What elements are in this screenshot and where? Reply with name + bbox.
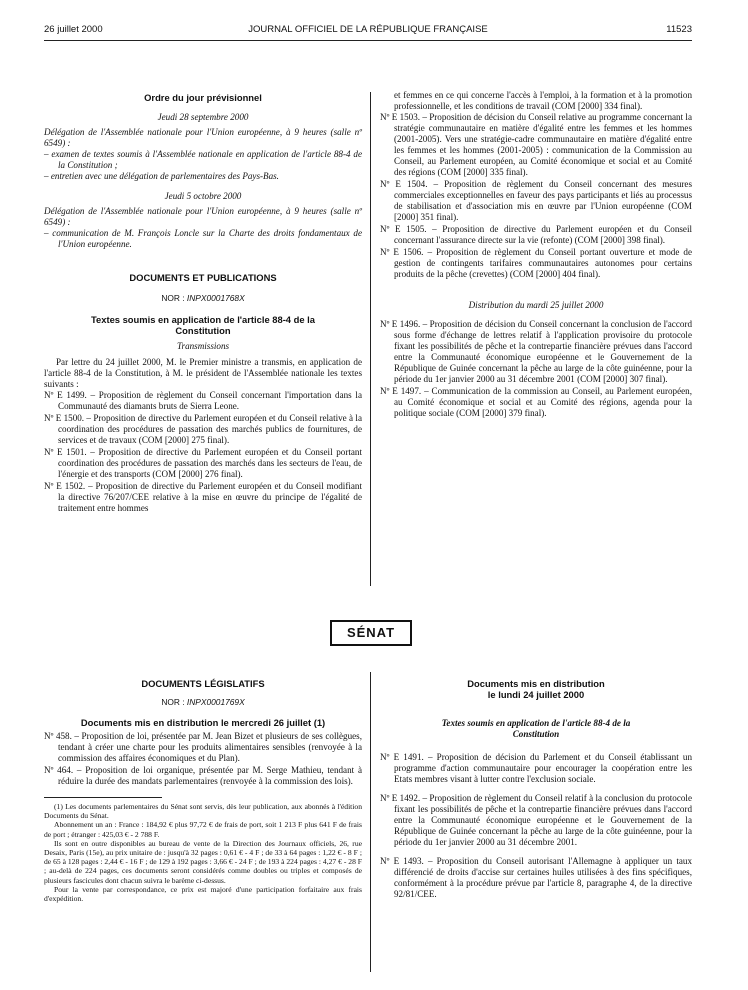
subsection-subtitle: Textes soumis en application de l'article 88-4 de la Constitution [441, 718, 631, 739]
document-entry: Nº E 1496. – Proposition de décision du Conseil concernant la conclusion de l'accord sous forme d'échange de lettres relatif à l'application provisoire du protocole fixant les possibilités de pêche et la contrepartie financière prévues dans l'accord entre la Communauté économique européenne et le Gouvernement de la République de Guinée concernant la pêche au large de la côte guinéenne, pour la période du 1er janvier 2000 au 31 décembre 2001 (COM [2000] 307 final). [380, 319, 692, 384]
section-title: DOCUMENTS ET PUBLICATIONS [129, 272, 277, 283]
document-entry: Nº 458. – Proposition de loi, présentée par M. Jean Bizet et plusieurs de ses collègues, tendant à créer une charte pour les produits alimentaires sensibles (renvoyée à la commission des affaires économiques et du Plan). [44, 731, 362, 763]
subsection-subtitle: Transmissions [176, 341, 230, 351]
document-entry: Nº E 1502. – Proposition de directive du Parlement européen et du Conseil modifiant la directive 76/207/CEE relative à la mise en œuvre du principe de l'égalité de traitement entre hommes [44, 481, 362, 513]
document-entry: Nº E 1500. – Proposition de directive du Parlement européen et du Conseil relative à la coordination des procédures de passation des marchés publics de fournitures, de services et de travaux (COM [2000] 275 final). [44, 413, 362, 445]
entry-continuation: et femmes en ce qui concerne l'accès à l'emploi, à la formation et à la promotion professionnelle, et les conditions de travail (COM [2000] 334 final). [394, 90, 692, 111]
document-entry: Nº 464. – Proposition de loi organique, présentée par M. Serge Mathieu, tendant à réduire la durée des mandats parlementaires (renvoyée à la commission des lois). [44, 765, 362, 786]
nor-label: NOR : [161, 697, 185, 707]
intro-paragraph: Par lettre du 24 juillet 2000, M. le Premier ministre a transmis, en application de l'article 88-4 de la Constitution, à M. le président de l'Assemblée nationale les textes suivants : [44, 357, 362, 389]
delegation-text: Délégation de l'Assemblée nationale pour l'Union européenne, à 9 heures (salle nº 6549) : [44, 127, 362, 148]
page-number: 11523 [666, 24, 692, 35]
column-divider [370, 92, 371, 586]
document-entry: Nº E 1505. – Proposition de directive du Parlement européen et du Conseil concernant l'assurance directe sur la vie (refonte) (COM [2000] 398 final). [380, 224, 692, 245]
document-entry: Nº E 1492. – Proposition de règlement du Conseil relatif à la conclusion du protocole fixant les possibilités de pêche et la contrepartie financière prévues dans l'accord entre la Communauté économique européenne et le Gouvernement de la République de Guinée concernant la pêche au large de la côte guinéenne, pour la période du 1er janvier 2000 au 31 décembre 2001. [380, 793, 692, 847]
section-title: DOCUMENTS LÉGISLATIFS [141, 678, 265, 689]
date-heading: Jeudi 5 octobre 2000 [164, 191, 242, 201]
agenda-item: – entretien avec une délégation de parlementaires des Pays-Bas. [44, 171, 279, 181]
footnote: Abonnement un an : France : 184,92 € plus 97,72 € de frais de port, soit 1 213 F plus 641 F de frais de port ; étranger : 425,03 € - 2 788 F. [44, 820, 362, 839]
nor-reference [44, 697, 362, 708]
column-top-right [380, 90, 692, 420]
distribution-heading: Distribution du mardi 25 juillet 2000 [468, 300, 604, 310]
journal-title: JOURNAL OFFICIEL DE LA RÉPUBLIQUE FRANÇAISE [248, 24, 488, 35]
footnote: (1) Les documents parlementaires du Sénat sont servis, dès leur publication, aux abonnés à l'édition Documents du Sénat. [44, 802, 362, 821]
section-title: Ordre du jour prévisionnel [144, 92, 262, 103]
subsection-title: Textes soumis en application de l'article 88-4 de la Constitution [90, 314, 315, 336]
column-bottom-right [380, 678, 692, 901]
section-title: Documents mis en distribution [467, 678, 605, 689]
header-rule [44, 40, 692, 41]
delegation-text: Délégation de l'Assemblée nationale pour l'Union européenne, à 9 heures (salle nº 6549) : [44, 206, 362, 227]
document-entry: Nº E 1503. – Proposition de décision du Conseil relative au programme concernant la stratégie communautaire en matière d'égalité entre les femmes et les hommes (2001-2005). Vers une stratégie-cadre communautaire en matière d'égalité entre les femmes et les hommes (2001-2005) : communication de la Commission au Conseil, au Parlement européen, au Comité économique et social et au Comité des régions (COM [2000] 335 final). [380, 112, 692, 177]
footnotes [44, 802, 362, 903]
subsection-title: Documents mis en distribution le mercredi 26 juillet (1) [80, 717, 326, 728]
section-title: le lundi 24 juillet 2000 [487, 689, 585, 700]
header-date: 26 juillet 2000 [44, 24, 103, 35]
nor-code: INPX0001769X [186, 697, 245, 707]
footnote: Pour la vente par correspondance, ce prix est majoré d'une participation forfaitaire aux frais d'expédition. [44, 884, 362, 904]
column-bottom-left [44, 678, 362, 903]
document-entry: Nº E 1506. – Proposition de règlement du Conseil portant ouverture et mode de gestion de contingents tarifaires communautaires autonomes pour certains produits de la pêche (crevettes) (COM [2000] 404 final). [380, 247, 692, 279]
document-entry: Nº E 1499. – Proposition de règlement du Conseil concernant l'importation dans la Communauté des diamants bruts de Sierra Leone. [44, 390, 362, 411]
nor-label: NOR : [161, 293, 185, 303]
agenda-item: – examen de textes soumis à l'Assemblée nationale en application de l'article 88-4 de la Constitution ; [44, 149, 362, 170]
agenda-item: – communication de M. François Loncle sur la Charte des droits fondamentaux de l'Union européenne. [44, 228, 362, 249]
column-divider [370, 672, 371, 972]
footnote-rule [44, 797, 162, 798]
senat-banner: SÉNAT [330, 620, 412, 646]
nor-reference [44, 293, 362, 304]
column-top-left [44, 92, 362, 515]
document-entry: Nº E 1497. – Communication de la commission au Conseil, au Parlement européen, au Comité économique et social et au Comité des régions, agenda pour la politique sociale (COM [2000] 379 final). [380, 386, 692, 418]
page-header [44, 24, 692, 44]
document-entry: Nº E 1491. – Proposition de décision du Parlement et du Conseil établissant un programme d'action communautaire pour encourager la coopération entre les Etats membres visant à lutter contre l'exclusion sociale. [380, 752, 692, 784]
document-entry: Nº E 1501. – Proposition de directive du Parlement européen et du Conseil portant coordination des procédures de passation des marchés dans les secteurs de l'eau, de l'énergie et des transports (COM [2000] 276 final). [44, 447, 362, 479]
document-entry: Nº E 1504. – Proposition de règlement du Conseil concernant des mesures commerciales exceptionnelles en faveur des pays participants et liés au processus de stabilisation et d'association mis en œuvre par l'Union européenne (COM [2000] 351 final). [380, 179, 692, 222]
footnote: Ils sont en outre disponibles au bureau de vente de la Direction des Journaux officiels, 26, rue Desaix, Paris (15e), au prix unitaire de : jusqu'à 32 pages : 0,61 € - 4 F ; de 33 à 64 pages : 1,22 € - 8 F ; de 65 à 128 pages : 2,44 € - 16 F ; de 129 à 192 pages : 3,66 € - 24 F ; de 193 à 224 pages : 4,27 € - 28 F ; au-delà de 224 pages, ces documents seront considérés comme doubles ou triples et composés de plusieurs fascicules dont chacun suivra le barème ci-dessus. [44, 838, 362, 885]
document-entry: Nº E 1493. – Proposition du Conseil autorisant l'Allemagne à appliquer un taux différencié de droits d'accise sur certaines huiles utilisées à des fins spécifiques, conformément à la procédure prévue par l'article 8, paragraphe 4, de la directive 92/81/CEE. [380, 856, 692, 899]
nor-code: INPX0001768X [186, 293, 245, 303]
date-heading: Jeudi 28 septembre 2000 [157, 112, 249, 122]
